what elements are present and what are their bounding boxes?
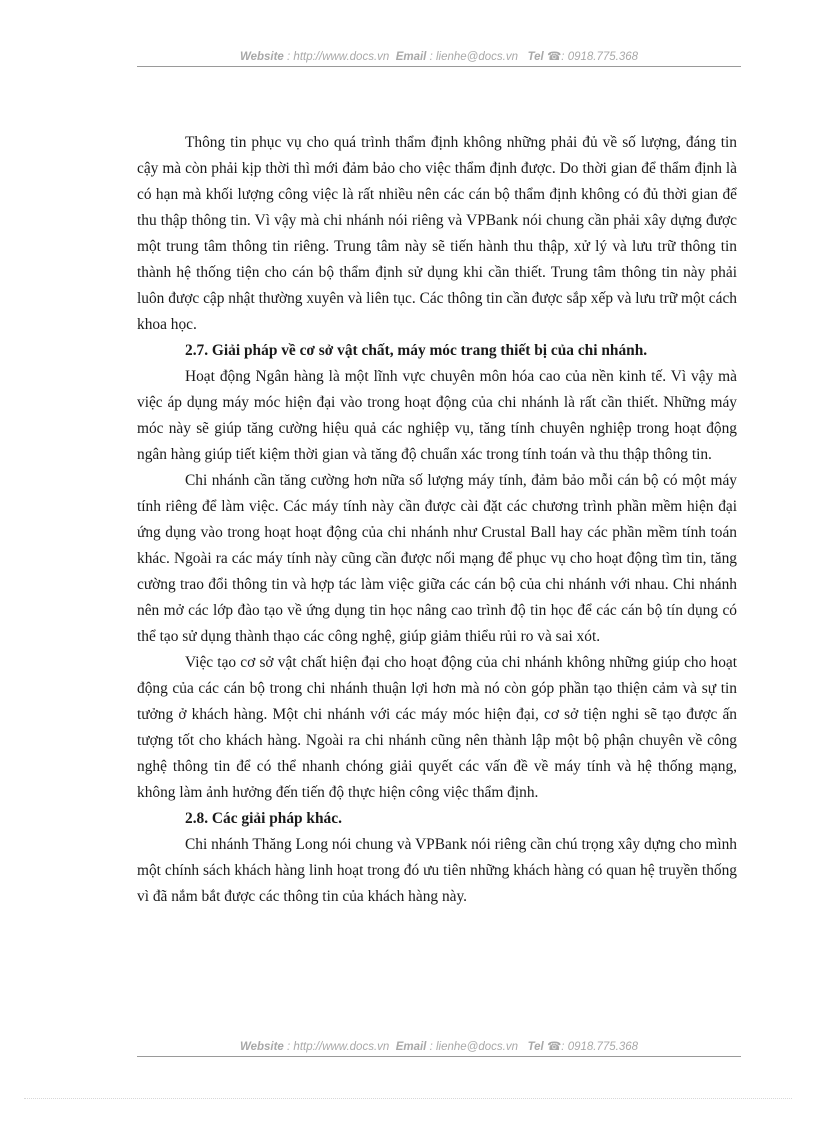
paragraph: Hoạt động Ngân hàng là một lĩnh vực chuyên môn hóa cao của nền kinh tế. Vì vậy mà việc áp dụng máy móc hiện đại vào trong hoạt động của chi nhánh là rất cần thiết. Những máy móc này sẽ giúp tăng cường hiệu quả các nghiệp vụ, tăng tính chuyên nghiệp trong hoạt động ngân hàng giúp tiết kiệm thời gian và tăng độ chuẩn xác trong tính toán và thu thập thông tin. bbox=[137, 368, 737, 463]
website-url[interactable]: http://www.docs.vn bbox=[293, 1041, 390, 1053]
separator: : bbox=[426, 51, 436, 63]
separator: : bbox=[283, 51, 294, 63]
tel-value: 0918.775.368 bbox=[567, 51, 639, 63]
separator: : bbox=[426, 1041, 436, 1053]
page-header bbox=[137, 49, 741, 67]
website-label: Website bbox=[239, 1041, 284, 1053]
tel-label: Tel bbox=[527, 1041, 544, 1053]
email-label: Email bbox=[395, 1041, 427, 1053]
paragraph: Chi nhánh Thăng Long nói chung và VPBank nói riêng cần chú trọng xây dựng cho mình một chính sách khách hàng linh hoạt trong đó ưu tiên những khách hàng có quan hệ truyền thống vì đã nắm bắt được các thông tin của khách hàng này. bbox=[137, 836, 737, 905]
section-heading: 2.7. Giải pháp về cơ sở vật chất, máy móc trang thiết bị của chi nhánh. bbox=[185, 342, 648, 359]
website-label: Website bbox=[239, 51, 284, 63]
separator: : bbox=[283, 1041, 294, 1053]
email-value[interactable]: lienhe@docs.vn bbox=[435, 51, 518, 63]
tel-value: 0918.775.368 bbox=[567, 1041, 639, 1053]
paragraph: Việc tạo cơ sở vật chất hiện đại cho hoạt động của chi nhánh không những giúp cho hoạt động của các cán bộ trong chi nhánh thuận lợi hơn mà nó còn góp phần tạo thiện cảm và sự tin tưởng ở khách hàng. Một chi nhánh với các máy móc hiện đại, cơ sở tiện nghi sẽ tạo được ấn tượng tốt cho khách hàng. Ngoài ra chi nhánh cũng nên thành lập một bộ phận chuyên về công nghệ thông tin để có thể nhanh chóng giải quyết các vấn đề về máy tính và hệ thống mạng, không làm ảnh hưởng đến tiến độ thực hiện công việc thẩm định. bbox=[137, 654, 737, 801]
phone-icon: ☎ bbox=[546, 51, 562, 63]
website-url[interactable]: http://www.docs.vn bbox=[293, 51, 390, 63]
email-value[interactable]: lienhe@docs.vn bbox=[435, 1041, 518, 1053]
separator: : bbox=[561, 1041, 568, 1053]
email-label: Email bbox=[395, 51, 427, 63]
document-body bbox=[137, 130, 737, 910]
paragraph: Thông tin phục vụ cho quá trình thẩm định không những phải đủ về số lượng, đáng tin cậy mà còn phải kịp thời thì mới đảm bảo cho việc thẩm định được. Do thời gian để thẩm định là có hạn mà khối lượng công việc là rất nhiều nên các cán bộ thẩm định không có đủ thời gian để thu thập thông tin. Vì vậy mà chi nhánh nói riêng và VPBank nói chung cần phải xây dựng được một trung tâm thông tin riêng. Trung tâm này sẽ tiến hành thu thập, xử lý và lưu trữ thông tin thành hệ thống tiện cho cán bộ thẩm định sử dụng khi cần thiết. Trung tâm thông tin này phải luôn được cập nhật thường xuyên và liên tục. Các thông tin cần được sắp xếp và lưu trữ một cách khoa học. bbox=[137, 134, 737, 333]
separator: : bbox=[561, 51, 568, 63]
tel-label: Tel bbox=[527, 51, 544, 63]
section-heading: 2.8. Các giải pháp khác. bbox=[185, 810, 342, 827]
phone-icon: ☎ bbox=[546, 1041, 562, 1053]
page-footer bbox=[137, 1039, 741, 1057]
paragraph: Chi nhánh cần tăng cường hơn nữa số lượng máy tính, đảm bảo mỗi cán bộ có một máy tính riêng để làm việc. Các máy tính này cần được cài đặt các chương trình phần mềm hiện đại ứng dụng vào trong hoạt hoạt động của chi nhánh như Crustal Ball hay các phần mềm tính toán khác. Ngoài ra các máy tính này cũng cần được nối mạng để phục vụ cho hoạt động tìm tin, tăng cường trao đổi thông tin và hợp tác làm việc giữa các cán bộ của chi nhánh với nhau. Chi nhánh nên mở các lớp đào tạo về ứng dụng tin học nâng cao trình độ tin học để các cán bộ tín dụng có thể tạo sử dụng thành thạo các công nghệ, giúp giảm thiểu rủi ro và sai xót. bbox=[137, 472, 737, 645]
page-bottom-divider bbox=[24, 1098, 792, 1099]
